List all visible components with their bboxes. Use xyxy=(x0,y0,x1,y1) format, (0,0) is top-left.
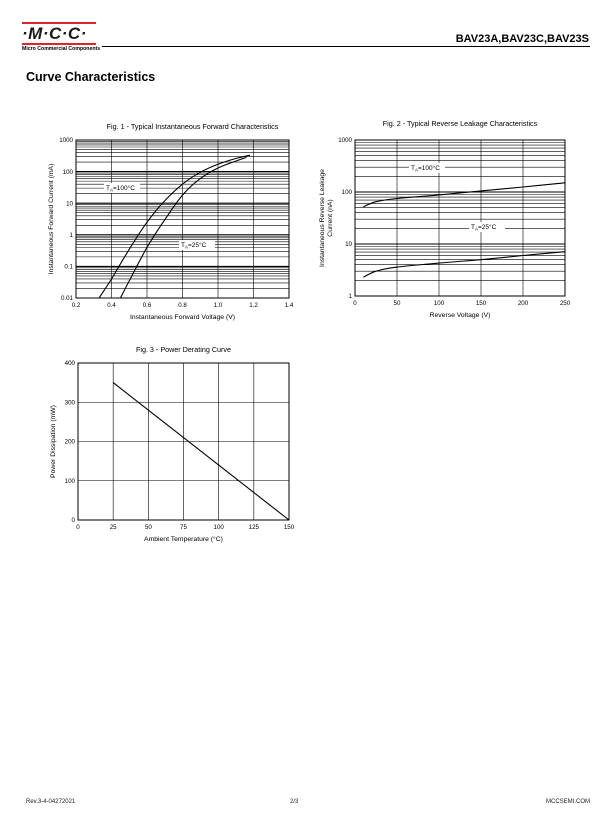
fig3-x-tick-label: 0 xyxy=(76,524,80,531)
fig1-x-tick-label: 1.2 xyxy=(249,302,258,309)
fig3-y-axis-label: Power Dissipation (mW) xyxy=(50,405,57,478)
fig2-legend-25c: $T_A=25^\circ C$ xyxy=(471,224,497,232)
fig3-y-tick-label: 300 xyxy=(64,399,75,407)
fig1-x-tick-label: 0.8 xyxy=(178,302,187,309)
fig1-y-tick-label: 1000 xyxy=(59,137,73,145)
fig1-legend-100c: $T_A=100^\circ C$ xyxy=(106,185,135,193)
logo-subtitle: Micro Commercial Components xyxy=(22,46,101,52)
fig2-y-tick-label: 1 xyxy=(348,293,352,301)
fig3-x-tick-label: 75 xyxy=(180,524,187,531)
fig3-x-tick-label: 125 xyxy=(248,524,259,531)
fig2-y-tick-label: 10 xyxy=(345,241,352,249)
fig1-y-tick-label: 100 xyxy=(62,168,73,176)
fig3-y-tick-label: 400 xyxy=(64,360,75,368)
fig2-x-tick-label: 200 xyxy=(517,300,529,307)
fig1-title: Fig. 1 - Typical Instantaneous Forward Characteristics xyxy=(106,122,279,131)
footer-website: MCCSEMI.COM xyxy=(546,799,590,805)
fig1-y-tick-label: 10 xyxy=(66,200,73,208)
fig3-x-axis-label: Ambient Temperature (°C) xyxy=(144,536,223,543)
fig2-x-tick-label: 250 xyxy=(559,300,571,307)
fig2-title: Fig. 2 - Typical Reverse Leakage Characteristics xyxy=(382,119,538,128)
fig2-x-axis-label: Reverse Voltage (V) xyxy=(429,312,491,319)
fig3-y-tick-label: 100 xyxy=(64,477,75,485)
fig3-x-tick-label: 50 xyxy=(144,524,152,531)
fig1-x-tick-label: 0.4 xyxy=(107,302,116,309)
fig1-y-tick-label: 0.01 xyxy=(60,295,73,303)
part-numbers: BAV23A,BAV23C,BAV23S xyxy=(455,33,589,45)
fig3-y-tick-label: 200 xyxy=(64,438,75,446)
fig1-x-axis-label: Instantaneous Forward Voltage (V) xyxy=(129,314,236,321)
logo-text: ·M·C·C· xyxy=(22,24,87,43)
fig1-x-tick-label: 1.4 xyxy=(284,302,294,309)
fig2-x-tick-label: 150 xyxy=(475,300,487,307)
fig2-y-axis-label-line2: Current (nA) xyxy=(327,199,334,237)
fig2-y-axis-label-line1: Instantaneous Reverse Leakage xyxy=(319,169,326,267)
fig3-title: Fig. 3 - Power Derating Curve xyxy=(135,345,232,354)
fig1-y-tick-label: 1 xyxy=(69,232,73,239)
fig2-y-tick-label: 100 xyxy=(341,189,352,197)
fig2-series-line-1 xyxy=(363,183,565,207)
fig2-x-tick-label: 100 xyxy=(433,300,445,307)
fig1-x-tick-label: 0.2 xyxy=(71,302,81,309)
fig3-x-tick-label: 150 xyxy=(283,524,295,531)
section-title: Curve Characteristics xyxy=(26,70,156,84)
fig1-y-tick-label: 0.1 xyxy=(64,263,73,271)
fig3-x-tick-label: 25 xyxy=(109,524,117,531)
fig1-y-axis-label: Instantaneous Forward Current (mA) xyxy=(48,163,55,275)
footer-page: 2/3 xyxy=(290,799,299,805)
fig2-x-tick-label: 0 xyxy=(353,300,357,307)
fig3-x-tick-label: 100 xyxy=(213,524,224,531)
fig1-legend-25c: $T_A=25^\circ C$ xyxy=(181,242,207,250)
fig1-x-tick-label: 0.6 xyxy=(142,302,152,309)
fig3-series-line-1 xyxy=(113,383,289,520)
fig2-y-tick-label: 1000 xyxy=(338,137,352,145)
fig2-legend-100c: $T_A=100^\circ C$ xyxy=(411,165,440,173)
fig2-x-tick-label: 50 xyxy=(393,300,401,307)
footer-revision: Rev.3-4-04272021 xyxy=(26,799,76,805)
fig3-y-tick-label: 0 xyxy=(71,517,75,525)
fig1-x-tick-label: 1.0 xyxy=(213,302,223,309)
fig2-plot-frame xyxy=(355,140,565,296)
